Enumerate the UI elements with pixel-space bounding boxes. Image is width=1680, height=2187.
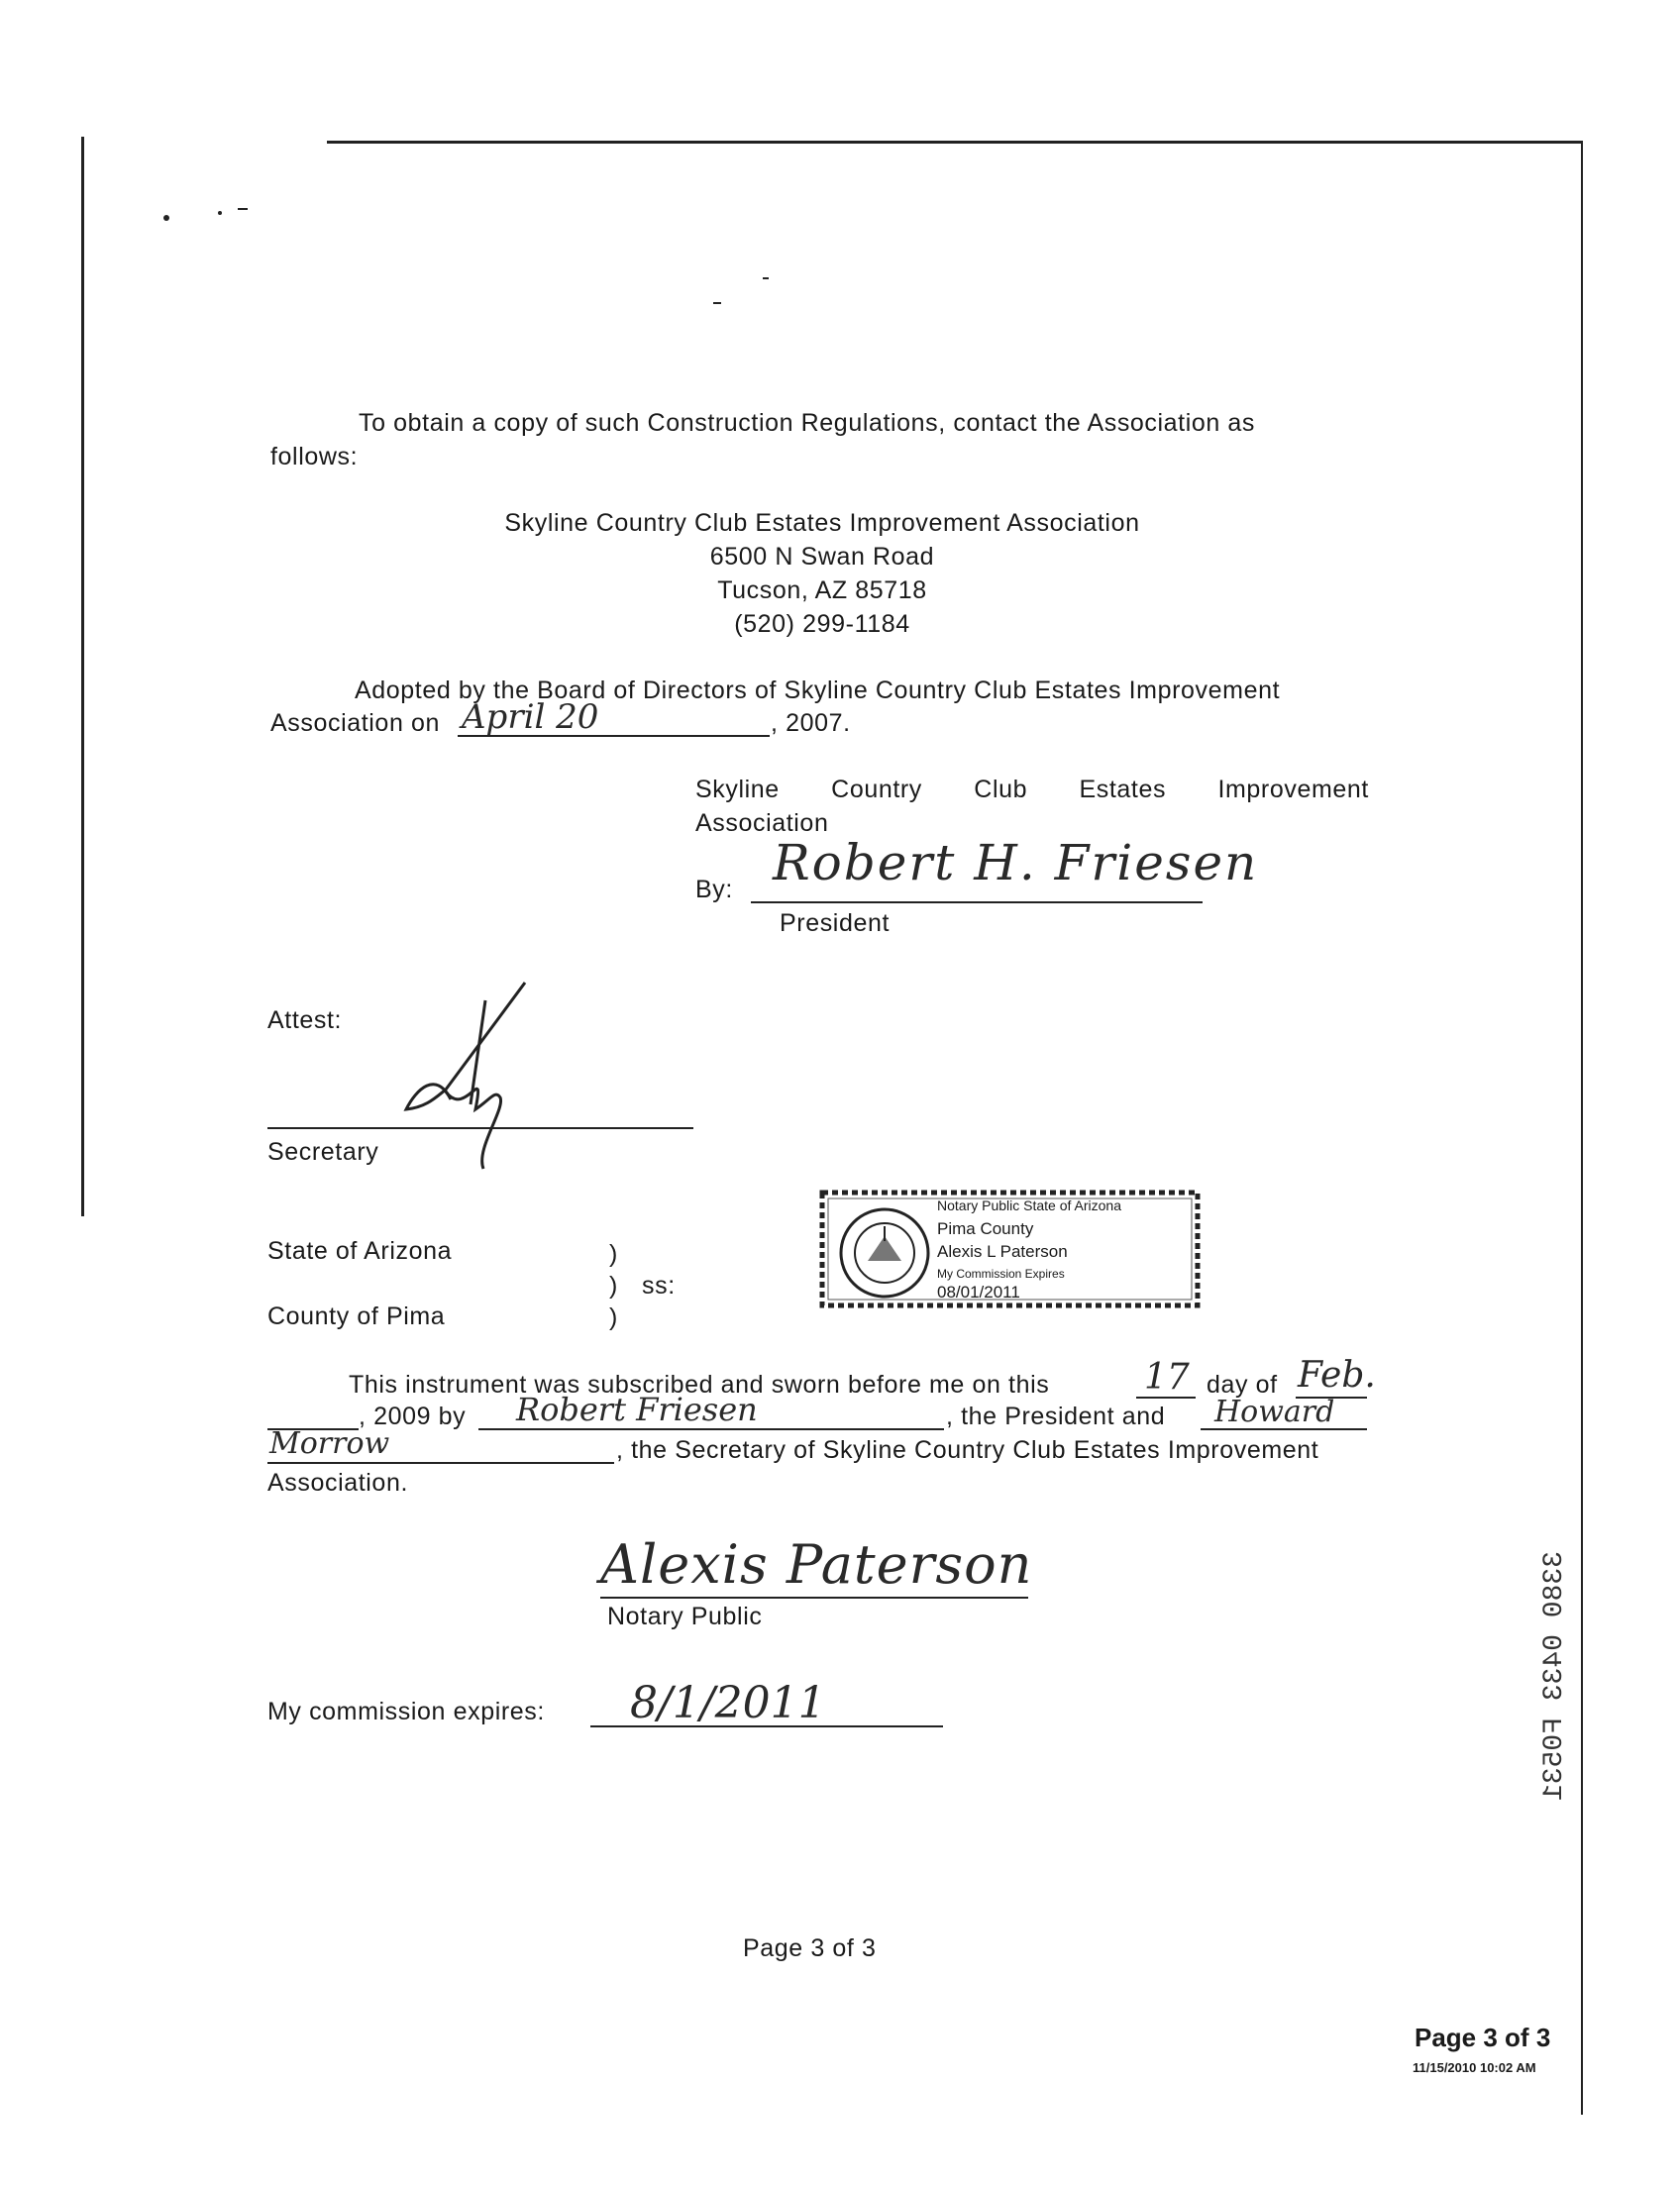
org-word: Club <box>974 776 1028 803</box>
jurat-line-4: Association. <box>267 1469 408 1497</box>
scan-speck <box>218 211 222 215</box>
stamp-line-2: Pima County <box>937 1219 1034 1238</box>
venue-state: State of Arizona <box>267 1237 453 1265</box>
jurat-day-blank <box>1136 1357 1196 1399</box>
jurat-day-of: day of <box>1207 1371 1278 1399</box>
venue-ss: ss: <box>642 1272 676 1300</box>
commission-date-handwritten: 8/1/2011 <box>630 1678 826 1728</box>
adoption-line-1: Adopted by the Board of Directors of Skyline Country Club Estates Improvement <box>355 677 1281 704</box>
commission-label: My commission expires: <box>267 1698 545 1725</box>
jurat-line-1: This instrument was subscribed and sworn before me on this <box>349 1371 1050 1399</box>
jurat-month-blank <box>1296 1355 1376 1399</box>
venue-paren: ) <box>609 1272 618 1300</box>
notary-signature: Alexis Paterson <box>600 1533 1033 1596</box>
jurat-person2-handwritten: Howard <box>1214 1395 1335 1429</box>
jurat-year: , 2009 by <box>359 1403 467 1430</box>
venue-paren: ) <box>609 1303 618 1331</box>
intro-line-1: To obtain a copy of such Construction Regulations, contact the Association as <box>359 409 1256 437</box>
org-word: Skyline <box>695 776 780 803</box>
adoption-date-blank <box>458 697 770 737</box>
commission-date-blank <box>590 1678 943 1728</box>
signatory-org-line-2: Association <box>695 809 829 837</box>
arizona-seal-icon <box>838 1206 931 1300</box>
print-timestamp: 11/15/2010 10:02 AM <box>1413 2060 1536 2075</box>
org-word: Country <box>831 776 922 803</box>
scan-speck <box>238 208 248 210</box>
jurat-person1-handwritten: Robert Friesen <box>516 1391 758 1428</box>
president-title: President <box>780 909 891 937</box>
signatory-org-line-1 <box>695 776 1369 804</box>
secretary-signature-line <box>267 1099 693 1129</box>
attest-label: Attest: <box>267 1006 343 1034</box>
adoption-year: , 2007. <box>771 709 851 737</box>
page-number-center: Page 3 of 3 <box>743 1934 877 1962</box>
scan-speck <box>713 302 721 304</box>
stamp-line-5: 08/01/2011 <box>937 1283 1020 1302</box>
stamp-line-4: My Commission Expires <box>937 1267 1065 1281</box>
jurat-secretary-text: , the Secretary of Skyline Country Club Estates Improvement <box>616 1436 1319 1464</box>
adoption-prefix: Association on <box>270 709 440 737</box>
president-signature: Robert H. Friesen <box>773 834 1259 891</box>
stamp-line-3: Alexis L Paterson <box>937 1242 1068 1261</box>
association-city: Tucson, AZ 85718 <box>717 576 927 604</box>
top-rule <box>327 141 1583 144</box>
venue-county: County of Pima <box>267 1302 446 1330</box>
right-border-line <box>1581 144 1583 2115</box>
org-word: Estates <box>1079 776 1167 803</box>
scan-speck <box>763 277 769 279</box>
page-number-right: Page 3 of 3 <box>1415 2023 1551 2052</box>
jurat-day-handwritten: 17 <box>1144 1357 1190 1398</box>
association-name: Skyline Country Club Estates Improvement Association <box>504 509 1140 537</box>
docket-number <box>1506 1551 1570 1802</box>
jurat-person2b-blank <box>267 1426 614 1464</box>
association-street: 6500 N Swan Road <box>709 543 935 571</box>
notary-title: Notary Public <box>607 1603 763 1630</box>
association-phone: (520) 299-1184 <box>734 610 910 638</box>
secretary-signature <box>376 981 545 1179</box>
venue-paren: ) <box>609 1240 618 1268</box>
intro-line-2: follows: <box>270 443 359 470</box>
adoption-date-handwritten: April 20 <box>462 697 599 737</box>
jurat-president-text: , the President and <box>946 1403 1166 1430</box>
jurat-person2-blank <box>1201 1395 1367 1430</box>
jurat-person1-blank <box>478 1391 944 1430</box>
org-word: Improvement <box>1217 776 1369 803</box>
by-label: By: <box>695 876 733 903</box>
stamp-line-1: Notary Public State of Arizona <box>937 1198 1121 1213</box>
jurat-month-handwritten: Feb. <box>1298 1355 1376 1396</box>
left-border-line <box>81 137 84 1216</box>
secretary-title: Secretary <box>267 1138 379 1166</box>
notary-signature-line <box>600 1567 1028 1599</box>
jurat-person2b-handwritten: Morrow <box>269 1426 390 1461</box>
docket-number-text: 3380 0433 F0531 <box>1539 1551 1570 1802</box>
notary-stamp <box>814 1185 1206 1313</box>
scan-speck <box>163 215 169 221</box>
